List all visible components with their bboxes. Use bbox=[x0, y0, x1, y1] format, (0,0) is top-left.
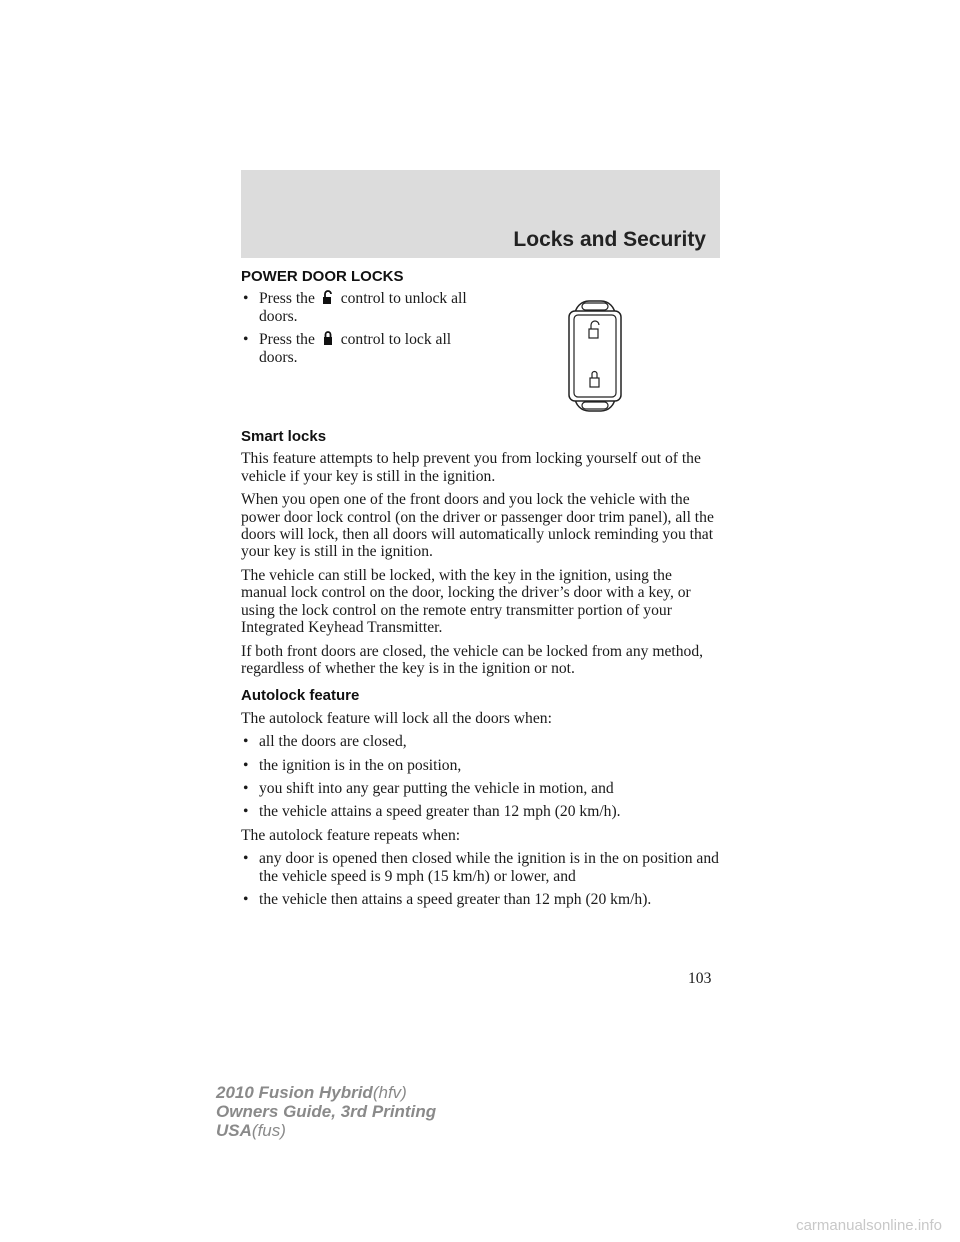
smart-locks-paragraph: This feature attempts to help prevent you from locking yourself out of the vehicle if your key is still in the ignition. bbox=[241, 450, 701, 485]
autolock-heading: Autolock feature bbox=[241, 687, 360, 705]
list-item: • all the doors are closed, bbox=[241, 733, 719, 750]
page-number: 103 bbox=[688, 970, 712, 987]
lock-instruction: • Press the control to lock all doors. bbox=[241, 331, 481, 366]
footer-print-info bbox=[216, 1083, 436, 1140]
footer-line: Owners Guide, 3rd Printing bbox=[216, 1102, 437, 1121]
power-door-locks-heading: POWER DOOR LOCKS bbox=[241, 268, 404, 285]
footer-line: USA(fus) bbox=[216, 1121, 286, 1140]
door-lock-switch-illustration bbox=[567, 299, 623, 413]
smart-locks-paragraph: If both front doors are closed, the vehicle can be locked from any method, regardless of whether the key is in the ignition or not. bbox=[241, 642, 704, 677]
list-item: • you shift into any gear putting the vehicle in motion, and bbox=[241, 780, 719, 797]
autolock-repeat-list bbox=[241, 850, 719, 908]
section-title: Locks and Security bbox=[513, 228, 706, 251]
autolock-repeat-intro: The autolock feature repeats when: bbox=[241, 826, 461, 844]
unlock-instruction: • Press the control to unlock all doors. bbox=[241, 290, 481, 325]
watermark: carmanualsonline.info bbox=[796, 1217, 942, 1234]
list-item: • the vehicle attains a speed greater than 12 mph (20 km/h). bbox=[241, 803, 719, 820]
power-lock-instructions bbox=[241, 290, 481, 366]
page-content bbox=[241, 268, 719, 914]
footer-line: 2010 Fusion Hybrid(hfv) bbox=[216, 1083, 407, 1102]
smart-locks-paragraph: The vehicle can still be locked, with the key in the ignition, using the manual lock control on the door, locking the driver’s door with a key, or using the lock control on the remote entry transmitter portion of your Integrated Keyhead Transmitter. bbox=[241, 566, 691, 637]
lock-icon bbox=[321, 331, 335, 345]
figure-spacer bbox=[241, 372, 719, 428]
section-header-band bbox=[241, 170, 720, 258]
autolock-intro: The autolock feature will lock all the doors when: bbox=[241, 709, 552, 727]
smart-locks-paragraph: When you open one of the front doors and you lock the vehicle with the power door lock control (on the driver or passenger door trim panel), all the doors will lock, then all doors will automatically unlock reminding you that your key is still in the ignition. bbox=[241, 491, 714, 561]
autolock-conditions-list bbox=[241, 733, 719, 821]
list-item: • any door is opened then closed while the ignition is in the on position and the vehicle speed is 9 mph (15 km/h) or lower, and bbox=[241, 850, 719, 885]
smart-locks-heading: Smart locks bbox=[241, 428, 327, 446]
unlock-icon bbox=[321, 290, 335, 304]
list-item: • the vehicle then attains a speed greater than 12 mph (20 km/h). bbox=[241, 891, 719, 908]
list-item: • the ignition is in the on position, bbox=[241, 757, 719, 774]
